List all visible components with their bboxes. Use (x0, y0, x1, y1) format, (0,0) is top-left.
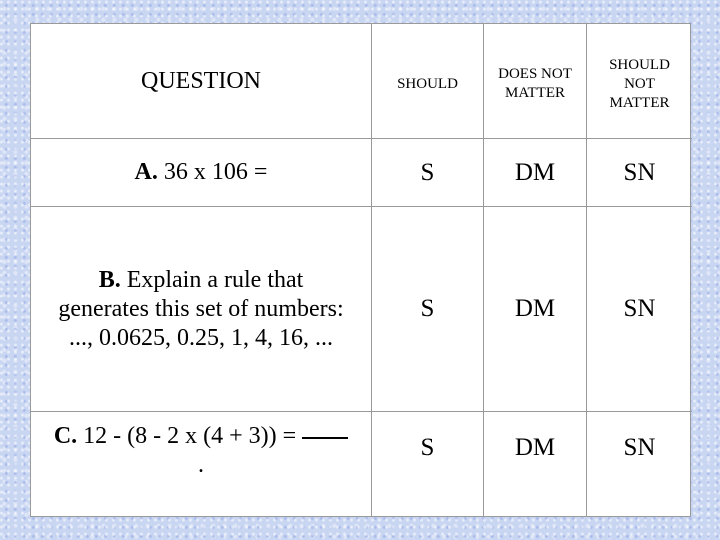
answer-c-sn: SN (623, 434, 656, 461)
answer-b-does-not-matter[interactable] (484, 207, 587, 412)
answer-a-should[interactable] (372, 139, 484, 207)
question-c-letter: C. (53, 423, 78, 449)
answer-b-should[interactable] (372, 207, 484, 412)
question-c-text: 12 - (8 - 2 x (4 + 3)) = (83, 423, 297, 449)
question-grid (31, 24, 692, 516)
answer-a-sn: SN (623, 158, 656, 186)
header-question (31, 24, 372, 139)
question-b (31, 207, 372, 412)
answer-b-sn: SN (623, 295, 656, 322)
answer-c-dm: DM (514, 434, 556, 461)
question-b-text: Explain a rule that generates this set of numbers: ..., 0.0625, 0.25, 1, 4, 16, ... (58, 266, 344, 351)
answer-a-does-not-matter[interactable] (484, 139, 587, 207)
worksheet-table (30, 23, 691, 517)
answer-b-s: S (420, 295, 435, 322)
header-should-label: SHOULD (397, 75, 458, 92)
header-does-not-matter-label: DOES NOT MATTER (498, 66, 572, 101)
question-b-letter: B. (98, 266, 121, 293)
header-should (372, 24, 484, 139)
answer-b-should-not-matter[interactable] (587, 207, 692, 412)
answer-c-does-not-matter[interactable] (484, 412, 587, 516)
header-does-not-matter (484, 24, 587, 139)
answer-a-should-not-matter[interactable] (587, 139, 692, 207)
answer-c-should[interactable] (372, 412, 484, 516)
answer-a-s: S (420, 158, 435, 186)
answer-a-dm: DM (514, 158, 556, 186)
header-question-label: QUESTION (141, 67, 261, 94)
header-should-not-matter-label: SHOULD NOT MATTER (609, 56, 670, 111)
answer-blank-line (302, 437, 348, 439)
question-c (31, 412, 372, 516)
answer-b-dm: DM (514, 295, 556, 322)
question-a-letter: A. (134, 159, 158, 185)
question-c-dot: . (198, 452, 204, 478)
question-a-text: 36 x 106 = (163, 159, 268, 185)
header-should-not-matter (587, 24, 692, 139)
answer-c-should-not-matter[interactable] (587, 412, 692, 516)
answer-c-s: S (420, 434, 435, 461)
question-a (31, 139, 372, 207)
